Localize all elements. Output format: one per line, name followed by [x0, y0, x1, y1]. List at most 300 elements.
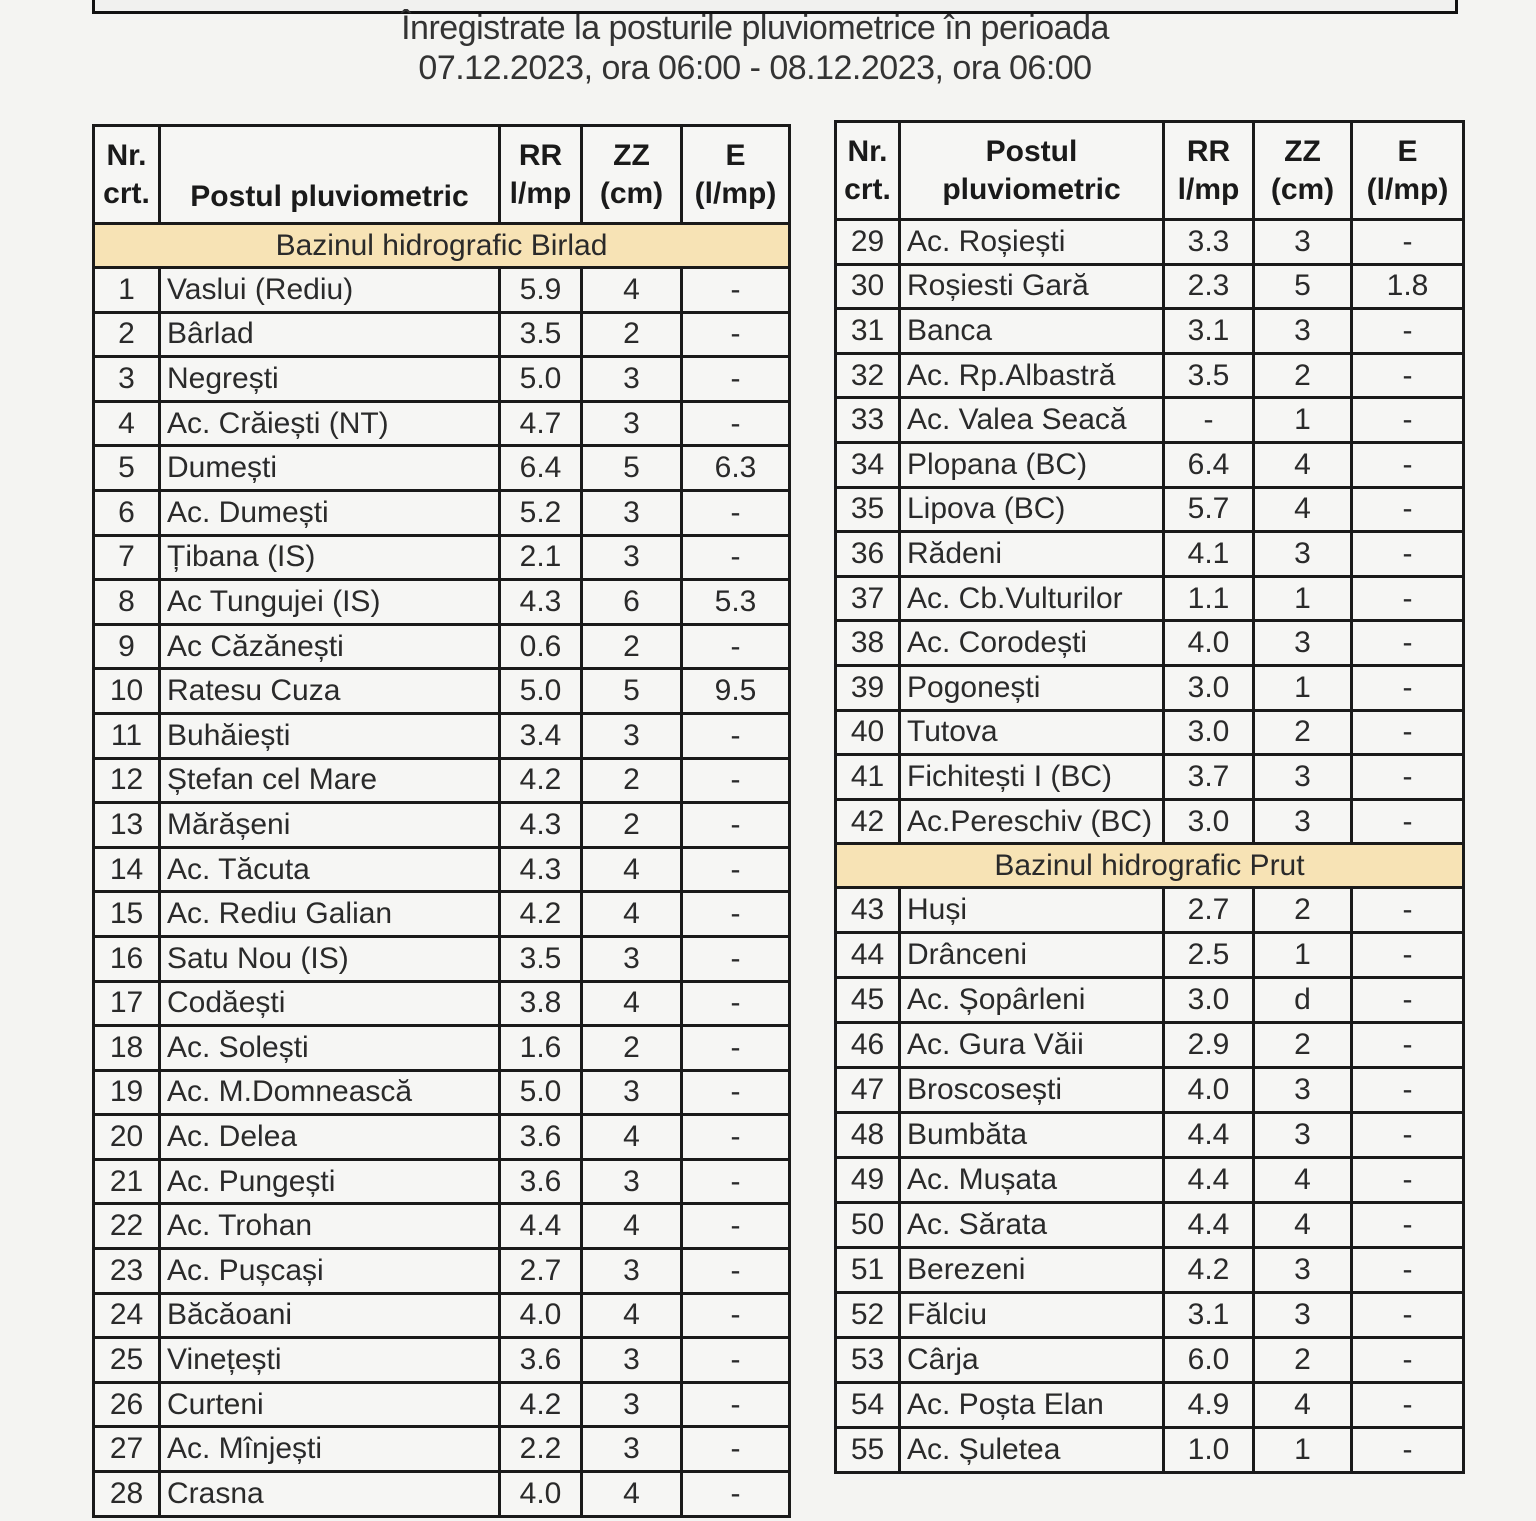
table-row [836, 888, 1464, 933]
rain-duration: 3 [582, 1249, 682, 1294]
excess-amount: 1.8 [1352, 264, 1464, 309]
heading-line-1: Înregistrate la posturile pluviometrice în perioada [401, 9, 1109, 47]
station-number: 47 [836, 1068, 900, 1113]
excess-amount: - [682, 1159, 790, 1204]
rain-duration: 4 [1254, 442, 1352, 487]
rain-duration: 4 [582, 268, 682, 313]
station-number: 11 [94, 713, 160, 758]
table-row [836, 353, 1464, 398]
rain-duration: 2 [582, 803, 682, 848]
station-name: Buhăiești [160, 713, 500, 758]
station-name: Huși [900, 888, 1164, 933]
rain-duration: 3 [582, 936, 682, 981]
table-row [836, 755, 1464, 800]
rain-duration: 1 [1254, 665, 1352, 710]
rainfall-amount: 4.4 [1164, 1158, 1254, 1203]
excess-amount: - [682, 401, 790, 446]
header-post: Postul pluviometric [900, 122, 1164, 220]
table-row [836, 1203, 1464, 1248]
station-number: 28 [94, 1472, 160, 1517]
station-number: 20 [94, 1115, 160, 1160]
excess-amount: - [682, 936, 790, 981]
excess-amount: - [682, 1382, 790, 1427]
station-name: Ac. Rp.Albastră [900, 353, 1164, 398]
station-name: Ac. Roșiești [900, 220, 1164, 265]
table-row [94, 580, 790, 625]
rainfall-amount: 3.7 [1164, 755, 1254, 800]
station-number: 6 [94, 490, 160, 535]
rain-duration: 3 [1254, 1068, 1352, 1113]
rain-duration: 3 [582, 1338, 682, 1383]
station-number: 46 [836, 1023, 900, 1068]
station-name: Ac. Cb.Vulturilor [900, 576, 1164, 621]
rain-duration: d [1254, 978, 1352, 1023]
table-row [836, 1293, 1464, 1338]
rainfall-amount: 4.2 [500, 1382, 582, 1427]
excess-amount: - [682, 268, 790, 313]
rainfall-amount: 2.5 [1164, 933, 1254, 978]
rain-duration: 5 [582, 446, 682, 491]
station-name: Codăești [160, 981, 500, 1026]
station-name: Ac. Șuletea [900, 1428, 1164, 1473]
station-number: 23 [94, 1249, 160, 1294]
station-number: 32 [836, 353, 900, 398]
station-number: 34 [836, 442, 900, 487]
rain-duration: 4 [1254, 1383, 1352, 1428]
table-row [836, 1158, 1464, 1203]
station-number: 35 [836, 487, 900, 532]
excess-amount: - [682, 1115, 790, 1160]
rain-duration: 3 [582, 1427, 682, 1472]
station-number: 1 [94, 268, 160, 313]
rainfall-amount: 2.7 [1164, 888, 1254, 933]
excess-amount: - [1352, 978, 1464, 1023]
table-row [836, 1428, 1464, 1473]
rain-duration: 2 [1254, 710, 1352, 755]
rain-duration: 3 [582, 1159, 682, 1204]
table-row [836, 1068, 1464, 1113]
station-number: 10 [94, 669, 160, 714]
station-number: 15 [94, 892, 160, 937]
header-zz: ZZ (cm) [1254, 122, 1352, 220]
excess-amount: - [1352, 799, 1464, 844]
station-number: 16 [94, 936, 160, 981]
table-row [836, 576, 1464, 621]
table-row [836, 978, 1464, 1023]
rainfall-amount: 5.0 [500, 669, 582, 714]
rainfall-amount: 5.2 [500, 490, 582, 535]
excess-amount: - [1352, 487, 1464, 532]
rain-duration: 3 [582, 401, 682, 446]
rain-duration: 4 [582, 1115, 682, 1160]
station-name: Ac. Trohan [160, 1204, 500, 1249]
heading-line-2: 07.12.2023, ora 06:00 - 08.12.2023, ora 06:00 [418, 49, 1092, 87]
rain-duration: 2 [582, 312, 682, 357]
rain-duration: 2 [582, 624, 682, 669]
station-name: Ac. Pungești [160, 1159, 500, 1204]
rainfall-amount: 2.9 [1164, 1023, 1254, 1068]
excess-amount: - [682, 1338, 790, 1383]
rain-duration: 2 [1254, 1338, 1352, 1383]
table-row [836, 1338, 1464, 1383]
table-row [836, 710, 1464, 755]
station-name: Ac Căzănești [160, 624, 500, 669]
rain-duration: 2 [1254, 888, 1352, 933]
table-row [836, 442, 1464, 487]
station-number: 50 [836, 1203, 900, 1248]
station-name: Ac. Gura Văii [900, 1023, 1164, 1068]
station-number: 4 [94, 401, 160, 446]
excess-amount: - [682, 892, 790, 937]
rain-duration: 4 [1254, 1203, 1352, 1248]
excess-amount: - [1352, 933, 1464, 978]
station-name: Rădeni [900, 532, 1164, 577]
rainfall-amount: 3.0 [1164, 710, 1254, 755]
rainfall-amount: 3.6 [500, 1115, 582, 1160]
excess-amount: - [682, 357, 790, 402]
table-header-row [836, 122, 1464, 220]
station-name: Ac. Valea Seacă [900, 398, 1164, 443]
rainfall-table-right [834, 120, 1465, 1474]
station-name: Fichitești I (BC) [900, 755, 1164, 800]
station-number: 36 [836, 532, 900, 577]
station-number: 31 [836, 309, 900, 354]
rainfall-amount: 4.3 [500, 847, 582, 892]
excess-amount: - [1352, 1248, 1464, 1293]
station-name: Broscosești [900, 1068, 1164, 1113]
rainfall-amount: 4.9 [1164, 1383, 1254, 1428]
station-number: 25 [94, 1338, 160, 1383]
rain-duration: 4 [582, 847, 682, 892]
rain-duration: 4 [582, 892, 682, 937]
rain-duration: 3 [582, 713, 682, 758]
station-name: Ac. Sărata [900, 1203, 1164, 1248]
rainfall-amount: 4.4 [1164, 1203, 1254, 1248]
rainfall-amount: 4.1 [1164, 532, 1254, 577]
excess-amount: - [1352, 665, 1464, 710]
rain-duration: 3 [1254, 309, 1352, 354]
station-name: Ac.Pereschiv (BC) [900, 799, 1164, 844]
table-row [94, 1026, 790, 1071]
table-row [94, 490, 790, 535]
rain-duration: 2 [1254, 353, 1352, 398]
rainfall-amount: 1.0 [1164, 1428, 1254, 1473]
table-row [94, 1159, 790, 1204]
rain-duration: 2 [582, 1026, 682, 1071]
rainfall-amount: 4.4 [500, 1204, 582, 1249]
rain-duration: 4 [1254, 1158, 1352, 1203]
excess-amount: - [1352, 398, 1464, 443]
station-name: Ștefan cel Mare [160, 758, 500, 803]
table-row [836, 665, 1464, 710]
station-number: 48 [836, 1113, 900, 1158]
rainfall-amount: 6.4 [500, 446, 582, 491]
rainfall-amount: 4.2 [500, 892, 582, 937]
station-number: 22 [94, 1204, 160, 1249]
rainfall-amount: 3.6 [500, 1338, 582, 1383]
excess-amount: - [682, 1472, 790, 1517]
station-name: Ac. M.Domnească [160, 1070, 500, 1115]
station-number: 17 [94, 981, 160, 1026]
station-number: 49 [836, 1158, 900, 1203]
station-number: 43 [836, 888, 900, 933]
rainfall-amount: 3.0 [1164, 799, 1254, 844]
station-number: 27 [94, 1427, 160, 1472]
station-name: Curteni [160, 1382, 500, 1427]
rainfall-amount: 3.1 [1164, 1293, 1254, 1338]
header-e: E (l/mp) [1352, 122, 1464, 220]
station-name: Ac. Crăiești (NT) [160, 401, 500, 446]
table-row [94, 981, 790, 1026]
header-nr: Nr. crt. [836, 122, 900, 220]
excess-amount: - [1352, 1158, 1464, 1203]
rain-duration: 1 [1254, 933, 1352, 978]
excess-amount: - [1352, 353, 1464, 398]
rain-duration: 3 [1254, 755, 1352, 800]
excess-amount: - [682, 758, 790, 803]
station-number: 7 [94, 535, 160, 580]
station-name: Dumești [160, 446, 500, 491]
rain-duration: 2 [1254, 1023, 1352, 1068]
excess-amount: - [682, 1026, 790, 1071]
station-name: Lipova (BC) [900, 487, 1164, 532]
rainfall-amount: 4.4 [1164, 1113, 1254, 1158]
rainfall-amount: 3.5 [500, 936, 582, 981]
rain-duration: 1 [1254, 1428, 1352, 1473]
station-number: 51 [836, 1248, 900, 1293]
excess-amount: - [1352, 888, 1464, 933]
station-number: 45 [836, 978, 900, 1023]
rain-duration: 3 [1254, 220, 1352, 265]
table-row [94, 758, 790, 803]
rainfall-amount: 4.2 [1164, 1248, 1254, 1293]
station-name: Vaslui (Rediu) [160, 268, 500, 313]
station-name: Drânceni [900, 933, 1164, 978]
station-name: Crasna [160, 1472, 500, 1517]
excess-amount: - [1352, 1068, 1464, 1113]
station-name: Bârlad [160, 312, 500, 357]
station-name: Banca [900, 309, 1164, 354]
station-number: 54 [836, 1383, 900, 1428]
table-row [836, 398, 1464, 443]
station-number: 40 [836, 710, 900, 755]
station-name: Ac Tungujei (IS) [160, 580, 500, 625]
station-number: 12 [94, 758, 160, 803]
station-name: Ac. Tăcuta [160, 847, 500, 892]
station-name: Ac. Dumești [160, 490, 500, 535]
rain-duration: 2 [582, 758, 682, 803]
excess-amount: - [1352, 442, 1464, 487]
table-row [836, 1023, 1464, 1068]
station-number: 33 [836, 398, 900, 443]
rainfall-amount: 1.6 [500, 1026, 582, 1071]
table-row [836, 799, 1464, 844]
rain-duration: 3 [582, 357, 682, 402]
excess-amount: - [682, 847, 790, 892]
station-name: Băcăoani [160, 1293, 500, 1338]
table-row [94, 268, 790, 313]
rain-duration: 3 [582, 490, 682, 535]
station-number: 37 [836, 576, 900, 621]
rain-duration: 4 [582, 1472, 682, 1517]
table-row [94, 892, 790, 937]
rainfall-amount: 4.2 [500, 758, 582, 803]
table-row [94, 847, 790, 892]
excess-amount: 6.3 [682, 446, 790, 491]
station-number: 21 [94, 1159, 160, 1204]
rainfall-amount: 3.5 [500, 312, 582, 357]
excess-amount: - [1352, 1293, 1464, 1338]
rainfall-amount: 2.2 [500, 1427, 582, 1472]
rain-duration: 3 [1254, 1293, 1352, 1338]
station-name: Pogonești [900, 665, 1164, 710]
rainfall-amount: 2.7 [500, 1249, 582, 1294]
excess-amount: - [1352, 755, 1464, 800]
table-row [94, 1427, 790, 1472]
rainfall-amount: 3.3 [1164, 220, 1254, 265]
header-zz: ZZ (cm) [582, 126, 682, 224]
table-row [836, 621, 1464, 666]
header-rr: RR l/mp [500, 126, 582, 224]
table-row [94, 713, 790, 758]
rainfall-amount: 5.0 [500, 357, 582, 402]
excess-amount: - [1352, 1383, 1464, 1428]
excess-amount: - [1352, 710, 1464, 755]
station-number: 5 [94, 446, 160, 491]
excess-amount: - [1352, 1113, 1464, 1158]
excess-amount: - [682, 1293, 790, 1338]
station-number: 41 [836, 755, 900, 800]
excess-amount: - [1352, 1338, 1464, 1383]
station-number: 26 [94, 1382, 160, 1427]
rain-duration: 3 [1254, 799, 1352, 844]
station-number: 24 [94, 1293, 160, 1338]
table-row [94, 1472, 790, 1517]
station-number: 3 [94, 357, 160, 402]
station-number: 13 [94, 803, 160, 848]
excess-amount: 5.3 [682, 580, 790, 625]
rain-duration: 4 [1254, 487, 1352, 532]
table-row [94, 357, 790, 402]
rain-duration: 4 [582, 1293, 682, 1338]
table-row [94, 803, 790, 848]
station-name: Ac. Corodești [900, 621, 1164, 666]
station-number: 19 [94, 1070, 160, 1115]
table-row [94, 312, 790, 357]
table-row [94, 1070, 790, 1115]
excess-amount: - [682, 535, 790, 580]
station-name: Țibana (IS) [160, 535, 500, 580]
station-name: Tutova [900, 710, 1164, 755]
station-name: Roșiesti Gară [900, 264, 1164, 309]
rainfall-amount: 2.3 [1164, 264, 1254, 309]
table-row [836, 309, 1464, 354]
station-name: Ac. Rediu Galian [160, 892, 500, 937]
excess-amount: - [1352, 532, 1464, 577]
station-name: Ac. Poșta Elan [900, 1383, 1164, 1428]
basin-label-prut: Bazinul hidrografic Prut [836, 844, 1464, 888]
report-period-heading [0, 8, 1510, 88]
station-name: Bumbăta [900, 1113, 1164, 1158]
table-row [94, 446, 790, 491]
table-row [836, 1383, 1464, 1428]
station-name: Satu Nou (IS) [160, 936, 500, 981]
table-row [836, 487, 1464, 532]
station-number: 14 [94, 847, 160, 892]
station-number: 39 [836, 665, 900, 710]
rain-duration: 3 [582, 535, 682, 580]
station-number: 8 [94, 580, 160, 625]
excess-amount: - [1352, 309, 1464, 354]
rain-duration: 3 [1254, 1248, 1352, 1293]
station-name: Berezeni [900, 1248, 1164, 1293]
rainfall-amount: 3.4 [500, 713, 582, 758]
excess-amount: - [682, 1070, 790, 1115]
table-row [836, 1248, 1464, 1293]
table-row [836, 1113, 1464, 1158]
header-nr: Nr. crt. [94, 126, 160, 224]
rain-duration: 3 [582, 1070, 682, 1115]
table-row [94, 1338, 790, 1383]
header-post: Postul pluviometric [160, 126, 500, 224]
rainfall-amount: 3.6 [500, 1159, 582, 1204]
station-number: 38 [836, 621, 900, 666]
rain-duration: 6 [582, 580, 682, 625]
rainfall-amount: 2.1 [500, 535, 582, 580]
rain-duration: 4 [582, 1204, 682, 1249]
table-header-row [94, 126, 790, 224]
station-name: Cârja [900, 1338, 1164, 1383]
rainfall-amount: 5.9 [500, 268, 582, 313]
rainfall-amount: 4.0 [500, 1293, 582, 1338]
station-name: Negrești [160, 357, 500, 402]
excess-amount: - [1352, 220, 1464, 265]
rainfall-amount: 4.3 [500, 580, 582, 625]
rainfall-amount: 6.0 [1164, 1338, 1254, 1383]
excess-amount: - [682, 490, 790, 535]
station-name: Ac. Pușcași [160, 1249, 500, 1294]
station-name: Ac. Șopârleni [900, 978, 1164, 1023]
rain-duration: 5 [582, 669, 682, 714]
rainfall-amount: 5.0 [500, 1070, 582, 1115]
rainfall-amount: 3.0 [1164, 978, 1254, 1023]
rainfall-amount: 6.4 [1164, 442, 1254, 487]
station-number: 29 [836, 220, 900, 265]
table-row [94, 1249, 790, 1294]
rain-duration: 4 [582, 981, 682, 1026]
table-row [836, 220, 1464, 265]
rainfall-amount: 3.0 [1164, 665, 1254, 710]
rain-duration: 3 [582, 1382, 682, 1427]
rain-duration: 5 [1254, 264, 1352, 309]
station-name: Ac. Delea [160, 1115, 500, 1160]
table-row [94, 624, 790, 669]
rainfall-amount: 4.0 [1164, 1068, 1254, 1113]
rainfall-amount: - [1164, 398, 1254, 443]
station-name: Fălciu [900, 1293, 1164, 1338]
table-row [94, 936, 790, 981]
table-row [836, 532, 1464, 577]
table-row [94, 1293, 790, 1338]
basin-row [836, 844, 1464, 888]
rainfall-amount: 0.6 [500, 624, 582, 669]
station-number: 9 [94, 624, 160, 669]
table-row [94, 1115, 790, 1160]
excess-amount: - [1352, 1023, 1464, 1068]
station-number: 42 [836, 799, 900, 844]
station-number: 18 [94, 1026, 160, 1071]
station-name: Plopana (BC) [900, 442, 1164, 487]
